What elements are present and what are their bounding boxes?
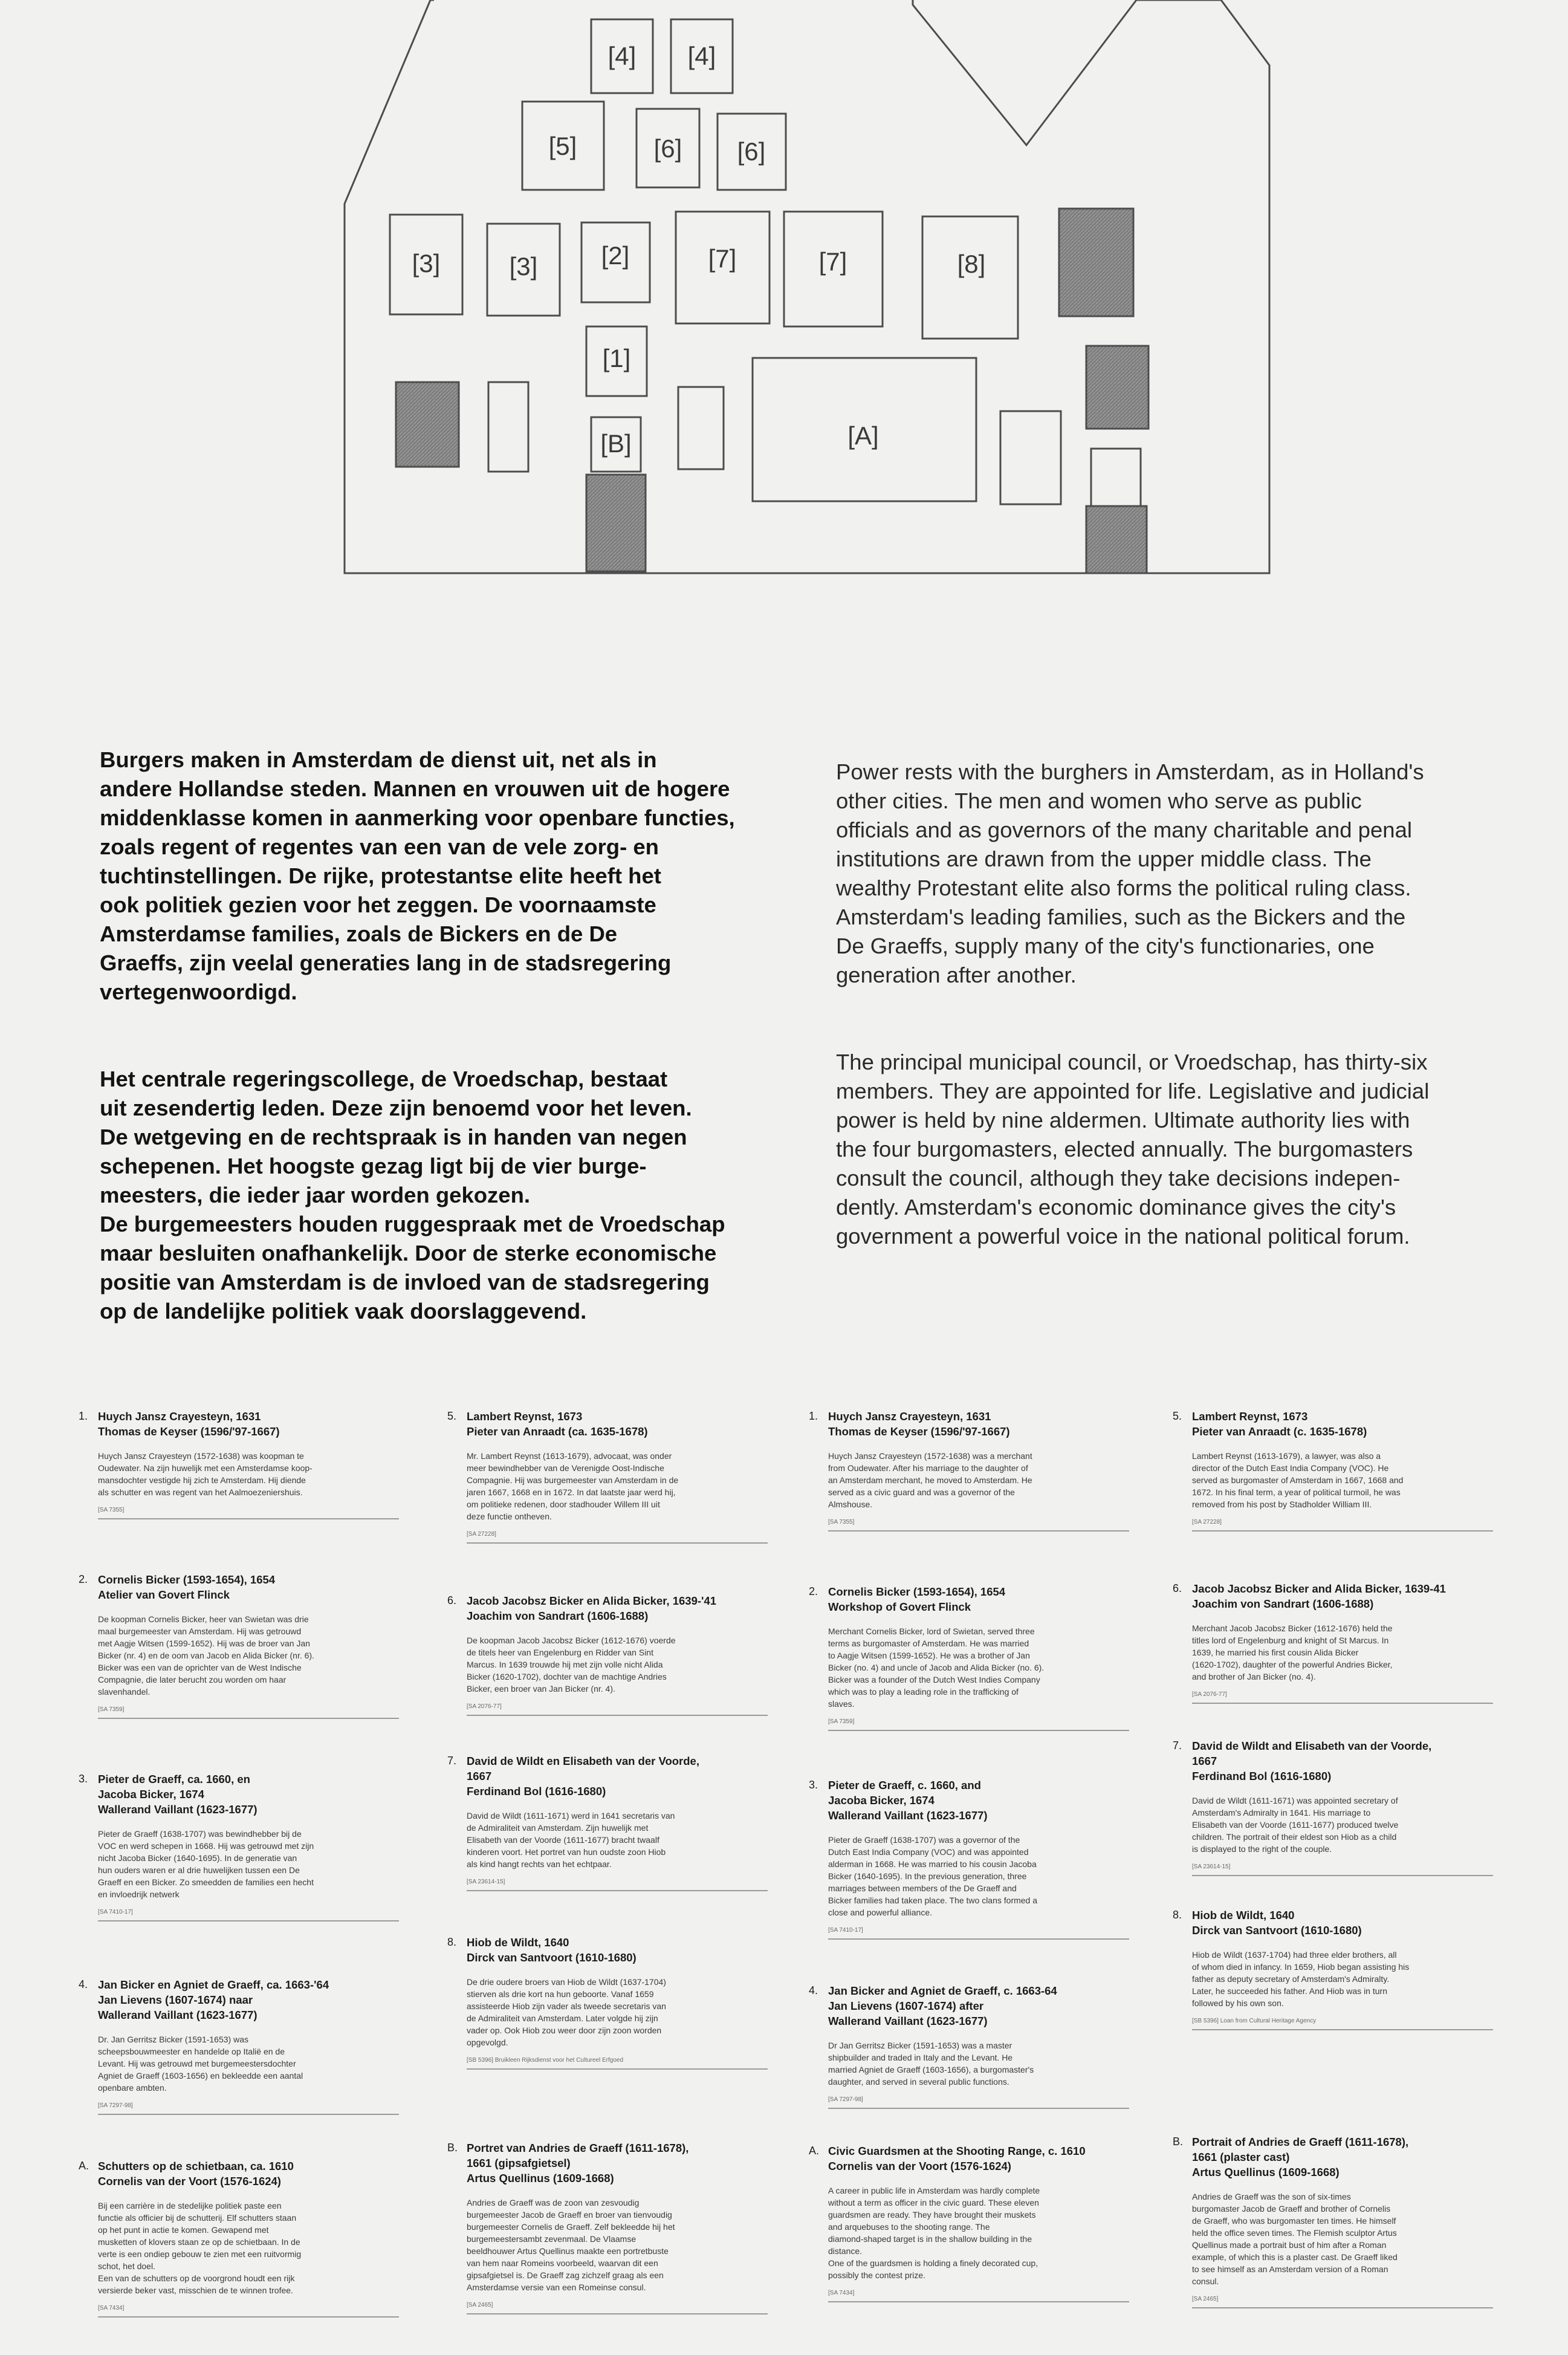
entry-body: Huych Jansz Crayesteyn (1572-1638) was koopman te Oudewater. Na zijn huwelijk met een Amsterdamse koop- mansdochter vestigde hij zich te Amsterdam. Hij diende als schutter en was regent van het Aalmoezeniershuis. — [98, 1451, 313, 1497]
entry-divider — [1192, 1875, 1493, 1876]
plan-label: [7] — [818, 247, 847, 276]
entry-body: David de Wildt (1611-1671) werd in 1641 secretaris van de Admiraliteit van Amsterdam. Zijn huwelijk met Elisabeth van der Voorde (1611-1677) bracht twaalf kinderen voort. Het portret van hun oudste zoon Hiob als kind hangt rechts van het echtpaar. — [467, 1811, 675, 1869]
entry-body: Dr Jan Gerritsz Bicker (1591-1653) was a master shipbuilder and traded in Italy and the Levant. He married Agniet de Graeff (1603-1656), a burgomaster's daughter, and served in several public functions. — [828, 2041, 1034, 2087]
entry-divider — [98, 1718, 399, 1719]
caption-entry — [809, 1778, 1129, 1940]
entry-divider — [98, 1920, 399, 1921]
plan-outline-rect-3 — [1000, 411, 1061, 504]
entry-number: 5. — [447, 1410, 457, 1422]
entry-body: De drie oudere broers van Hiob de Wildt (1637-1704) stierven als drie kort na hun geboorte. Vanaf 1659 assisteerde Hiob zijn vader als tweede secretaris van de Admiraliteit van Amsterdam. Later volgde hij zijn vader op. Ook Hiob zou weer door zijn zoon worden opgevolgd. — [467, 1977, 666, 2047]
entry-reference: [SA 7359] — [98, 1706, 125, 1713]
entry-reference: [SA 7355] — [98, 1507, 125, 1513]
plan-label: [A] — [847, 421, 879, 450]
plan-label: [B] — [600, 429, 632, 458]
caption-entry — [447, 2140, 768, 2314]
plan-hatched-4 — [586, 475, 646, 571]
entry-heading: David de Wildt and Elisabeth van der Voorde, 1667 Ferdinand Bol (1616-1680) — [1192, 1739, 1432, 1782]
entry-body: Dr. Jan Gerritsz Bicker (1591-1653) was scheepsbouwmeester en handelde op Italië en de Levant. Hij was getrouwd met burgemeestersdochter Agniet de Graeff (1603-1656) en bekleedde een aantal openbare ambten. — [98, 2035, 303, 2093]
plan-hatched-5 — [1086, 506, 1147, 573]
entry-number: A. — [79, 2160, 89, 2172]
caption-column — [1173, 1409, 1493, 2346]
caption-entry — [809, 1983, 1129, 2109]
entry-reference: [SA 27228] — [467, 1531, 496, 1538]
entry-number: B. — [1173, 2136, 1184, 2148]
entry-number: 6. — [1173, 1582, 1182, 1594]
entry-reference: [SA 7359] — [828, 1718, 855, 1725]
caption-entry — [1173, 1908, 1493, 2030]
entry-divider — [467, 2068, 768, 2070]
entry-heading: Portret van Andries de Graeff (1611-1678), 1661 (gipsafgietsel) Artus Quellinus (1609-1668) — [467, 2142, 689, 2184]
entry-number: 3. — [809, 1779, 818, 1791]
entry-divider — [98, 1518, 399, 1519]
entry-body: De koopman Jacob Jacobsz Bicker (1612-1676) voerde de titels heer van Engelenburg en Ridder van Sint Marcus. In 1639 trouwde hij met zijn volle nicht Alida Bicker (1620-1702), dochter van de machtige Andries Bicker, een broer van Jan Bicker (nr. 4). — [467, 1636, 676, 1694]
entry-heading: Cornelis Bicker (1593-1654), 1654 Atelier van Govert Flinck — [98, 1573, 276, 1601]
entry-heading: Schutters op de schietbaan, ca. 1610 Cornelis van der Voort (1576-1624) — [98, 2160, 294, 2188]
entry-body: Andries de Graeff was the son of six-times burgomaster Jacob de Graeff and brother of Cornelis de Graeff, who was burgomaster ten times. He himself held the office seven times. The Flemish sculptor Artus Quellinus made a portrait bust of him after a Roman example, of which this is a plaster cast. De Graeff liked to see himself as an Amsterdam version of a Roman consul. — [1192, 2192, 1398, 2286]
entry-divider — [467, 1715, 768, 1716]
caption-entry — [809, 1584, 1129, 1731]
entry-reference: [SA 27228] — [1192, 1519, 1222, 1525]
entry-reference: [SA 7410-17] — [828, 1927, 863, 1934]
plan-outline-rect-4 — [1091, 449, 1141, 506]
entry-reference: [SB 5396] Bruikleen Rijksdienst voor het Cultureel Erfgoed — [467, 2057, 624, 2064]
entry-number: 4. — [809, 1984, 818, 1996]
entry-reference: [SA 7297-98] — [98, 2102, 133, 2109]
plan-label: [1] — [602, 344, 631, 372]
caption-entry — [447, 1935, 768, 2070]
entry-heading: Lambert Reynst, 1673 Pieter van Anraadt (ca. 1635-1678) — [467, 1410, 648, 1438]
entry-divider — [1192, 1703, 1493, 1704]
entry-body: Bij een carrière in de stedelijke politiek paste een functie als officier bij de schutterij. Elf schutters staan op het punt in actie te komen. Gewapend met musketten of klovers staan ze op de schietbaan. In de verte is een ondiep gebouw te zien met een ruitvormig schot, het doel. Een van de schutters op de voorgrond houdt een rijk versierde beker vast, misschien de te winnen trofee. — [98, 2201, 302, 2295]
entry-reference: [SA 7434] — [828, 2290, 855, 2296]
entry-number: 6. — [447, 1594, 457, 1606]
entry-number: 8. — [1173, 1909, 1182, 1921]
entry-body: A career in public life in Amsterdam was hardly complete without a term as officer in the civic guard. These eleven guardsmen are ready. They have brought their muskets and arquebuses to the shooting range. The diamond-shaped target is in the shallow building in the distance. One of the guardsmen is holding a finely decorated cup, possibly the contest prize. — [828, 2186, 1040, 2280]
entry-heading: Jacob Jacobsz Bicker en Alida Bicker, 1639-'41 Joachim von Sandrart (1606-1688) — [467, 1594, 716, 1622]
entry-body: Hiob de Wildt (1637-1704) had three elder brothers, all of whom died in infancy. In 1659, Hiob began assisting his father as deputy secretary of Amsterdam's Admiralty. Later, he succeeded his father. And Hiob was in turn followed by his own son. — [1192, 1950, 1410, 2008]
plan-label: [2] — [601, 241, 630, 270]
entry-reference: [SA 2076-77] — [467, 1703, 502, 1710]
caption-entry — [447, 1593, 768, 1716]
object-labels — [0, 1409, 1568, 2346]
plan-hatched-3 — [396, 382, 459, 467]
entry-number: 3. — [79, 1773, 88, 1785]
entry-number: 1. — [79, 1410, 88, 1422]
entry-divider — [467, 1890, 768, 1891]
entry-divider — [98, 2316, 399, 2318]
intro-nl-paragraph: Het centrale regeringscollege, de Vroedschap, bestaat uit zesendertig leden. Deze zijn benoemd voor het leven. De wetgeving en de rechtspraak is in handen van negen schepenen. Het hoogste gezag ligt bij de vier burge- meesters, die ieder jaar worden gekozen. De burgemeesters houden ruggespraak met de Vroedschap maar besluiten onafhankelijk. Door de sterke economische positie van Amsterdam is de invloed van de stadsregering op de landelijke politiek vaak doorslaggevend. — [100, 1067, 725, 1324]
caption-entry — [79, 2158, 399, 2318]
entry-reference: [SA 7434] — [98, 2305, 125, 2311]
entry-heading: Cornelis Bicker (1593-1654), 1654 Workshop of Govert Flinck — [828, 1585, 1006, 1613]
plan-label: [3] — [412, 249, 441, 278]
plan-outline-rect-2 — [678, 387, 724, 469]
plan-label: [4] — [607, 42, 637, 70]
caption-entry — [447, 1409, 768, 1544]
entry-body: Pieter de Graeff (1638-1707) was a governor of the Dutch East India Company (VOC) and was appointed alderman in 1668. He was married to his cousin Jacoba Bicker (1640-1695). In the previous generation, three marriages between members of the De Graeff and Bicker families had taken place. The two clans formed a close and powerful alliance. — [828, 1835, 1038, 1917]
intro-en-paragraph: Power rests with the burghers in Amsterdam, as in Holland's other cities. The men and women who serve as public officials and as governors of the many charitable and penal institutions are drawn from the upper middle class. The wealthy Protestant elite also forms the political ruling class. Amsterdam's leading families, such as the Bickers and the De Graeffs, supply many of the city's functionaries, one generation after another. — [836, 759, 1424, 987]
entry-divider — [1192, 2307, 1493, 2308]
intro-en-paragraph: The principal municipal council, or Vroedschap, has thirty-six members. They are appointed for life. Legislative and judicial power is held by nine aldermen. Ultimate authority lies with the four burgomasters, elected annually. The burgomasters consult the council, although they take decisions indepen- dently. Amsterdam's economic dominance gives the city's government a powerful voice in the national political forum. — [836, 1050, 1430, 1249]
caption-column — [79, 1409, 399, 2346]
entry-divider — [467, 2313, 768, 2314]
plan-hatched-2 — [1086, 346, 1148, 429]
entry-reference: [SA 7297-98] — [828, 2096, 863, 2103]
entry-heading: Lambert Reynst, 1673 Pieter van Anraadt (c. 1635-1678) — [1192, 1410, 1367, 1438]
entry-reference: [SA 2465] — [467, 2302, 493, 2308]
caption-entry — [1173, 2134, 1493, 2308]
entry-number: 2. — [809, 1585, 818, 1597]
plan-label: [5] — [548, 132, 577, 160]
plan-hatched-1 — [1059, 209, 1133, 316]
entry-divider — [828, 2108, 1129, 2109]
entry-heading: David de Wildt en Elisabeth van der Voorde, 1667 Ferdinand Bol (1616-1680) — [467, 1755, 699, 1798]
entry-reference: [SA 23614-15] — [1192, 1863, 1231, 1870]
entry-number: 2. — [79, 1573, 88, 1585]
entry-reference: [SA 2076-77] — [1192, 1691, 1227, 1698]
entry-number: 4. — [79, 1978, 88, 1990]
entry-divider — [467, 1542, 768, 1544]
entry-body: Andries de Graeff was de zoon van zesvoudig burgemeester Jacob de Graeff en broer van tienvoudig burgemeester Cornelis de Graeff. Zelf bekleedde hij het burgemeestersambt zevenmaal. De Vlaamse beeldhouwer Artus Quellinus maakte een portretbuste van hem naar Romeins voorbeeld, waarvan dit een gipsafgietsel is. De Graeff zag zichzelf graag als een Amsterdamse versie van een Romeinse consul. — [467, 2198, 675, 2292]
caption-entry — [79, 1772, 399, 1921]
caption-entry — [79, 1409, 399, 1519]
entry-heading: Pieter de Graeff, ca. 1660, en Jacoba Bicker, 1674 Wallerand Vaillant (1623-1677) — [98, 1773, 258, 1816]
caption-entry — [1173, 1581, 1493, 1704]
floor-plan — [0, 0, 1568, 605]
entry-divider — [828, 1730, 1129, 1731]
entry-divider — [828, 1530, 1129, 1532]
intro-text-dutch — [100, 716, 807, 1384]
entry-number: B. — [447, 2142, 458, 2154]
entry-reference: [SB 5396] Loan from Cultural Heritage Agency — [1192, 2018, 1317, 2024]
entry-heading: Portrait of Andries de Graeff (1611-1678), 1661 (plaster cast) Artus Quellinus (1609-1668) — [1192, 2136, 1409, 2178]
entry-number: 7. — [1173, 1739, 1182, 1752]
entry-number: 8. — [447, 1936, 457, 1948]
plan-label: [6] — [737, 137, 766, 166]
entry-number: 1. — [809, 1410, 818, 1422]
caption-entry — [809, 1409, 1129, 1532]
entry-reference: [SA 23614-15] — [467, 1879, 505, 1885]
entry-heading: Huych Jansz Crayesteyn, 1631 Thomas de Keyser (1596/'97-1667) — [828, 1410, 1010, 1438]
entry-heading: Jan Bicker and Agniet de Graeff, c. 1663-64 Jan Lievens (1607-1674) after Wallerand Vaillant (1623-1677) — [828, 1984, 1057, 2027]
entry-heading: Civic Guardsmen at the Shooting Range, c. 1610 Cornelis van der Voort (1576-1624) — [828, 2145, 1086, 2172]
caption-entry — [809, 2143, 1129, 2302]
entry-heading: Pieter de Graeff, c. 1660, and Jacoba Bicker, 1674 Wallerand Vaillant (1623-1677) — [828, 1779, 988, 1822]
caption-column — [809, 1409, 1129, 2346]
entry-reference: [SA 2465] — [1192, 2296, 1219, 2302]
entry-divider — [98, 2114, 399, 2115]
intro-nl-paragraph: Burgers maken in Amsterdam de dienst uit, net als in andere Hollandse steden. Mannen en vrouwen uit de hogere middenklasse komen in aanmerking voor openbare functies, zoals regent of regentes van een van de vele zorg- en tuchtinstellingen. De rijke, protestantse elite heeft het ook politiek gezien voor het zeggen. De voornaamste Amsterdamse families, zoals de Bickers en de De Graeffs, zijn veelal generaties lang in de stadsregering vertegenwoordigd. — [100, 747, 735, 1004]
caption-entry — [1173, 1409, 1493, 1532]
plan-label: [3] — [509, 252, 538, 281]
entry-body: Pieter de Graeff (1638-1707) was bewindhebber bij de VOC en werd schepen in 1668. Hij was getrouwd met zijn nicht Jacoba Bicker (1640-1695). In de generatie van hun ouders waren er al drie huwelijken tussen een De Graeff en een Bicker. Zo smeedden de families een hecht en invloedrijk netwerk — [98, 1829, 314, 1899]
entry-heading: Hiob de Wildt, 1640 Dirck van Santvoort (1610-1680) — [1192, 1909, 1362, 1937]
entry-body: Merchant Jacob Jacobsz Bicker (1612-1676) held the titles lord of Engelenburg and knight of St Marcus. In 1639, he married his first cousin Alida Bicker (1620-1702), daughter of the powerful Andries Bicker, and brother of Jan Bicker (no. 4). — [1192, 1623, 1393, 1681]
caption-column — [447, 1409, 768, 2346]
entry-body: Mr. Lambert Reynst (1613-1679), advocaat, was onder meer bewindhebber van de Verenigde Oost-Indische Compagnie. Hij was burgemeester van Amsterdam in de jaren 1667, 1668 en in 1672. In dat laatste jaar werd hij, om politieke redenen, door stadhouder Willem III uit deze functie ontheven. — [467, 1451, 679, 1521]
entry-number: A. — [809, 2145, 820, 2157]
caption-entry — [79, 1977, 399, 2115]
entry-heading: Jan Bicker en Agniet de Graeff, ca. 1663-'64 Jan Lievens (1607-1674) naar Wallerand Vaillant (1623-1677) — [98, 1978, 329, 2021]
entry-heading: Hiob de Wildt, 1640 Dirck van Santvoort (1610-1680) — [467, 1936, 637, 1964]
caption-entry — [1173, 1738, 1493, 1876]
entry-body: De koopman Cornelis Bicker, heer van Swietan was drie maal burgemeester van Amsterdam. Hij was getrouwd met Aagje Witsen (1599-1652). Hij was de broer van Jan Bicker (nr. 4) en de oom van Jacob en Alida Bicker (nr. 6). Bicker was een van de oprichter van de West Indische Compagnie, die later berucht zou worden om haar slavenhandel. — [98, 1614, 314, 1697]
entry-reference: [SA 7410-17] — [98, 1909, 133, 1915]
entry-divider — [1192, 1530, 1493, 1532]
plan-label: [8] — [957, 250, 986, 278]
entry-body: Huych Jansz Crayesteyn (1572-1638) was a merchant from Oudewater. After his marriage to the daughter of an Amsterdam merchant, he moved to Amsterdam. He served as a civic guard and was a governor of the Almshouse. — [828, 1451, 1032, 1509]
plan-label: [7] — [708, 244, 737, 273]
entry-body: Lambert Reynst (1613-1679), a lawyer, was also a director of the Dutch East India Company (VOC). He served as burgomaster of Amsterdam in 1667, 1668 and 1672. In his final term, a year of political turmoil, he was removed from his post by Stadholder William III. — [1192, 1451, 1404, 1509]
entry-divider — [1192, 2029, 1493, 2030]
entry-divider — [828, 1938, 1129, 1940]
entry-divider — [828, 2301, 1129, 2302]
plan-label: [4] — [687, 42, 716, 70]
entry-body: Merchant Cornelis Bicker, lord of Swietan, served three terms as burgomaster of Amsterdam. He was married to Aagje Witsen (1599-1652). He was a brother of Jan Bicker (no. 4) and uncle of Jacob and Alida Bicker (no. 6). Bicker was a founder of the Dutch West Indies Company which was to play a leading role in the trafficking of slaves. — [828, 1626, 1045, 1709]
entry-heading: Jacob Jacobsz Bicker and Alida Bicker, 1639-41 Joachim von Sandrart (1606-1688) — [1192, 1582, 1446, 1610]
entry-reference: [SA 7355] — [828, 1519, 855, 1525]
entry-heading: Huych Jansz Crayesteyn, 1631 Thomas de Keyser (1596/'97-1667) — [98, 1410, 280, 1438]
intro-text-english — [836, 729, 1507, 1309]
plan-label: [6] — [653, 134, 682, 163]
entry-body: David de Wildt (1611-1671) was appointed secretary of Amsterdam's Admiralty in 1641. His marriage to Elisabeth van der Voorde (1611-1677) produced twelve children. The portrait of their eldest son Hiob as a child is displayed to the right of the couple. — [1192, 1796, 1399, 1854]
entry-number: 7. — [447, 1755, 457, 1767]
caption-entry — [79, 1572, 399, 1719]
entry-number: 5. — [1173, 1410, 1182, 1422]
caption-entry — [447, 1753, 768, 1891]
plan-outline-rect-1 — [488, 382, 528, 472]
